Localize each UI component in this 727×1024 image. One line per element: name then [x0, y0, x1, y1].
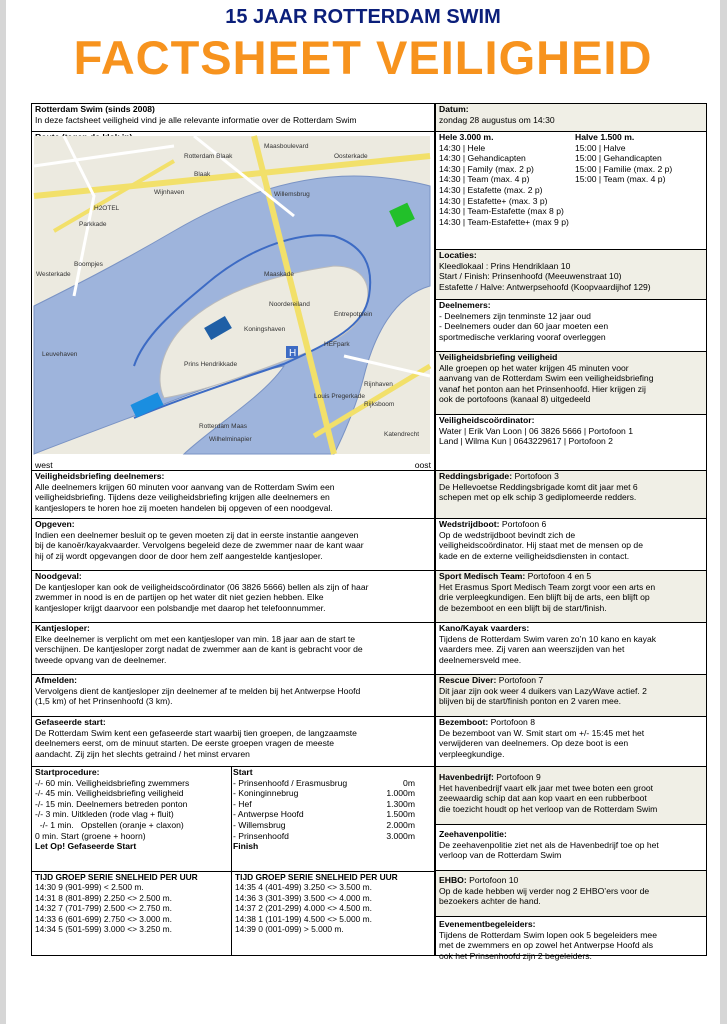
course-finish-title: Finish: [233, 841, 259, 852]
schedule-row: 14:30 | Gehandicapten: [439, 153, 526, 164]
schedule-row: 14:30 | Hele: [439, 142, 486, 153]
gefaseerde-start-block: [32, 717, 434, 767]
rescue-diver-block: [436, 675, 706, 717]
schedule-hele: [439, 132, 574, 227]
map-label: Entrepotplein: [334, 311, 373, 318]
start-groups-header: TIJD GROEP SERIE SNELHEID PER UUR: [35, 872, 198, 882]
havenbedrijf-channel: Portofoon 9: [493, 772, 541, 782]
factsheet-title: FACTSHEET VEILIGHEID: [73, 31, 653, 84]
start-group-row: 14:36 3 (301-399) 3.500 <> 4.000 m.: [235, 892, 372, 903]
gefaseerde-line: aandacht. Zij zijn het slechts getraind / het minst ervaren: [35, 748, 250, 759]
route-map: [34, 136, 430, 454]
coordinator-line: Land | Wilma Kun | 0643229617 | Portofoon 2: [439, 436, 613, 447]
afmelden-line: (1,5 km) of het Prinsenhoofd (3 km).: [35, 696, 173, 707]
course-item: - Hef 1.300m: [233, 798, 415, 809]
right-column: [435, 103, 707, 961]
map-label: Maasboulevard: [264, 143, 309, 150]
block-line: verloop van de Rotterdam Swim: [439, 850, 562, 861]
intro-title: Rotterdam Swim (sinds 2008): [35, 104, 155, 114]
block-line: schepen met op elk schip 3 gediplomeerde redders.: [439, 492, 637, 503]
briefing-line: kantjeslopers te horen hoe zij moeten handelen bij opgeven of een noodgeval.: [35, 502, 333, 513]
start-group-row: 14:30 9 (901-999) < 2.500 m.: [35, 882, 144, 893]
map-label: Rotterdam Blaak: [184, 153, 233, 160]
startprocedure-title: Startprocedure:: [35, 767, 100, 777]
map-label: Rotterdam Maas: [199, 423, 248, 430]
factsheet-page: [6, 0, 720, 1024]
noodgeval-line: kantjesloper krijgt daarvoor een polsbandje met daarop het telefoonnummer.: [35, 602, 326, 613]
schedule-row: 15:00 | Team (max. 4 p): [575, 174, 666, 185]
map-label: Willemsbrug: [274, 191, 310, 198]
start-group-row: 14:33 6 (601-699) 2.750 <> 3.000 m.: [35, 913, 172, 924]
start-group-row: 14:38 1 (101-199) 4.500 <> 5.000 m.: [235, 913, 372, 924]
left-column: [31, 103, 435, 956]
start-group-row: 14:34 5 (501-599) 3.000 <> 3.250 m.: [35, 924, 172, 935]
intro-block: [32, 104, 434, 132]
startprocedure-line: 0 min. Start (groene + hoorn): [35, 830, 146, 841]
kantjesloper-line: verschijnen. De kantjesloper zorgt nadat de zwemmer aan de kant is gebracht voor de: [35, 644, 363, 655]
schedule-halve: [575, 132, 705, 185]
bezemboot-title: Bezemboot:: [439, 717, 489, 727]
afmelden-block: [32, 675, 434, 717]
map-label: Koningshaven: [244, 326, 286, 333]
schedule-row: 15:00 | Familie (max. 2 p): [575, 163, 673, 174]
deelnemers-line: - Deelnemers ouder dan 60 jaar moeten een: [439, 321, 609, 332]
course-item: - Koninginnebrug 1.000m: [233, 788, 415, 799]
kantjesloper-title: Kantjesloper:: [35, 623, 90, 633]
schedule-row: 14:30 | Estafette (max. 2 p): [439, 184, 543, 195]
map-label: Prins Hendrikkade: [184, 361, 238, 368]
block-line: vaarders mee. Zij varen aan weerszijden van het: [439, 644, 625, 655]
ehbo-title: EHBO:: [439, 875, 467, 885]
locaties-title: Locaties:: [439, 250, 477, 260]
locatie-line: Kleedlokaal : Prins Hendriklaan 10: [439, 260, 571, 271]
opgeven-block: [32, 519, 434, 571]
vbriefing-line: Alle groepen op het water krijgen 45 minuten voor: [439, 362, 629, 373]
block-line: De zeehavenpolitie ziet net als de Havenbedrijf toe op het: [439, 839, 659, 850]
block-line: bezoekers achter de hand.: [439, 896, 541, 907]
sport-medisch-title: Sport Medisch Team:: [439, 571, 526, 581]
start-groups-header: TIJD GROEP SERIE SNELHEID PER UUR: [235, 872, 398, 882]
block-line: kade en de externe veiligheidsdiensten in contact.: [439, 550, 630, 561]
course-item: - Prinsenhoofd / Erasmusbrug 0m: [233, 777, 415, 788]
noodgeval-line: zwemmer in nood is en de partijen op het water dit niet gezien hebben. Elke: [35, 592, 324, 603]
block-line: Het Erasmus Sport Medisch Team zorgt voor een arts en: [439, 581, 656, 592]
kantjesloper-line: Elke deelnemer is verplicht om met een kantjesloper van min. 18 jaar aan de start te: [35, 633, 356, 644]
zeehavenpolitie-block: [436, 825, 706, 871]
block-line: Tijdens de Rotterdam Swim varen zo’n 10 kano en kayak: [439, 633, 657, 644]
kano-title: Kano/Kayak vaarders:: [439, 623, 530, 633]
schedule-halve-title: Halve 1.500 m.: [575, 132, 635, 142]
block-line: Het havenbedrijf vaart elk jaar met twee boten een groot: [439, 782, 654, 793]
start-groups-right: [235, 872, 430, 934]
block-line: De bezemboot van W. Smit start om +/- 15:45 met het: [439, 727, 645, 738]
schedule-row: 14:30 | Family (max. 2 p): [439, 163, 534, 174]
zeehavenpolitie-title: Zeehavenpolitie:: [439, 829, 507, 839]
start-group-row: 14:37 2 (201-299) 4.000 <> 4.500 m.: [235, 903, 372, 914]
map-label: Parkkade: [79, 221, 107, 228]
reddingsbrigade-block: [436, 471, 706, 519]
block-line: Dit jaar zijn ook weer 4 duikers van LazyWave actief. 2: [439, 685, 647, 696]
block-line: de bezemboot en een blijft bij de start/finish.: [439, 602, 607, 613]
start-group-row: 14:32 7 (701-799) 2.500 <> 2.750 m.: [35, 903, 172, 914]
datum-title: Datum:: [439, 104, 469, 114]
schedule-block: [436, 132, 706, 250]
schedule-hele-title: Hele 3.000 m.: [439, 132, 494, 142]
noodgeval-title: Noodgeval:: [35, 571, 82, 581]
datum-text: zondag 28 augustus om 14:30: [439, 114, 555, 125]
havenbedrijf-title: Havenbedrijf:: [439, 772, 494, 782]
schedule-row: 14:30 | Team-Estafette (max 8 p): [439, 206, 564, 217]
bezemboot-channel: Portofoon 8: [488, 717, 536, 727]
block-line: Op de kade hebben wij verder nog 2 EHBO’ers voor de: [439, 885, 650, 896]
map-label: Blaak: [194, 171, 211, 178]
afmelden-title: Afmelden:: [35, 675, 78, 685]
wedstrijdboot-channel: Portofoon 6: [499, 519, 547, 529]
block-line: Tijdens de Rotterdam Swim lopen ook 5 begeleiders mee: [439, 929, 657, 940]
vbriefing-block: [436, 352, 706, 415]
map-label: Rijnhaven: [364, 381, 393, 388]
opgeven-line: Indien een deelnemer besluit op te geven moeten zij dat in eerste instantie aangeven: [35, 529, 359, 540]
intro-text: In deze factsheet veiligheid vind je alle relevante informatie over de Rotterdam Swim: [35, 114, 357, 125]
course-item: - Prinsenhoofd 3.000m: [233, 830, 415, 841]
map-label: Maaskade: [264, 271, 294, 278]
map-label: HEFpark: [324, 341, 350, 348]
block-line: verpleegkundige.: [439, 748, 505, 759]
block-line: zeewaardig schip dat aan kop vaart en een rubberboot: [439, 793, 647, 804]
startprocedure-list: [35, 767, 230, 852]
noodgeval-block: [32, 571, 434, 623]
afmelden-line: Vervolgens dient de kantjesloper zijn deelnemer af te melden bij het Antwerpse Hoofd: [35, 685, 361, 696]
briefing-line: Alle deelnemers krijgen 60 minuten voor aanvang van de Rotterdam Swim een: [35, 481, 335, 492]
deelnemers-block: [436, 300, 706, 352]
svg-text:H: H: [289, 348, 297, 359]
course-start-title: Start: [233, 767, 253, 777]
block-line: die toezicht houdt op het verloop van de Rotterdam Swim: [439, 803, 658, 814]
map-label: Boompjes: [74, 261, 103, 268]
rescue-diver-title: Rescue Diver:: [439, 675, 497, 685]
briefing-deelnemers-title: Veiligheidsbriefing deelnemers:: [35, 471, 165, 481]
locaties-block: [436, 250, 706, 300]
block-line: met de zwemmers en op zowel het Antwerpse Hoofd als: [439, 940, 653, 951]
opgeven-title: Opgeven:: [35, 519, 75, 529]
locatie-line: Start / Finish: Prinsenhoofd (Meeuwenstraat 10): [439, 271, 622, 282]
map-label: Wilhelminapier: [209, 436, 252, 443]
startprocedure-line: -/- 15 min. Deelnemers betreden ponton: [35, 798, 188, 809]
opgeven-line: bij de kanoër/kayakvaarder. Vervolgens begeleid deze de zwemmer naar de kant waar: [35, 540, 364, 551]
reddingsbrigade-channel: Portofoon 3: [512, 471, 559, 481]
vbriefing-line: aanvang van de Rotterdam Swim een veiligheidsbriefing: [439, 373, 654, 384]
briefing-deelnemers-block: [32, 471, 434, 519]
evenementbegeleiders-title: Evenementbegeleiders:: [439, 919, 536, 929]
gefaseerde-line: De Rotterdam Swim kent een gefaseerde start waarbij tien groepen, de langzaamste: [35, 727, 357, 738]
gefaseerde-line: deelnemers eerst, om de minuut starten. De eerste groepen vragen de meeste: [35, 738, 335, 749]
kano-block: [436, 623, 706, 675]
startprocedure-line: -/- 1 min. Opstellen (oranje + claxon): [35, 819, 184, 830]
noodgeval-line: De kantjesloper kan ook de veiligheidscoördinator (06 3826 5666) bellen als zijn of haar: [35, 581, 369, 592]
bezemboot-block: [436, 717, 706, 767]
schedule-row: 15:00 | Halve: [575, 142, 626, 153]
datum-block: [436, 104, 706, 132]
map-oost-label: oost: [414, 460, 431, 470]
briefing-line: veiligheidsbriefing. Tijdens deze veiligheidsbriefing krijgen alle deelnemers en: [35, 492, 330, 503]
vbriefing-title: Veiligheidsbriefing veiligheid: [439, 352, 558, 362]
event-title: 15 JAAR ROTTERDAM SWIM: [225, 6, 501, 28]
ehbo-block: [436, 871, 706, 917]
block-line: blijven bij de start/finish ponton en 2 varen mee.: [439, 696, 622, 707]
block-line: ook het Prinsenhoofd zijn 2 begeleiders.: [439, 950, 592, 961]
startprocedure-block: [32, 767, 434, 872]
schedule-row: 14:30 | Team-Estafette+ (max 9 p): [439, 216, 569, 227]
coordinator-title: Veiligheidscoördinator:: [439, 415, 535, 425]
startprocedure-line: -/- 60 min. Veiligheidsbriefing zwemmers: [35, 777, 190, 788]
map-label: Oosterkade: [334, 153, 368, 160]
kantjesloper-block: [32, 623, 434, 675]
evenementbegeleiders-block: [436, 917, 706, 961]
startprocedure-line: -/- 3 min. Uitkleden (rode vlag + fluit): [35, 809, 174, 820]
locatie-line: Estafette / Halve: Antwerpsehoofd (Koopvaardijhof 129): [439, 281, 651, 292]
vbriefing-line: ook de portofoons (kanaal 8) uitgedeeld: [439, 394, 591, 405]
wedstrijdboot-title: Wedstrijdboot:: [439, 519, 500, 529]
map-label: Leuvehaven: [42, 351, 78, 358]
reddingsbrigade-title: Reddingsbrigade:: [439, 471, 513, 481]
map-label: Noordereiland: [269, 301, 310, 308]
coordinator-block: [436, 415, 706, 471]
block-line: deelnemersveld mee.: [439, 654, 522, 665]
startprocedure-footer: Let Op! Gefaseerde Start: [35, 841, 137, 852]
deelnemers-line: - Deelnemers zijn tenminste 12 jaar oud: [439, 310, 591, 321]
gefaseerde-start-title: Gefaseerde start:: [35, 717, 106, 727]
kantjesloper-line: tweede opvang van de deelnemer.: [35, 654, 167, 665]
schedule-row: 14:30 | Estafette+ (max. 3 p): [439, 195, 548, 206]
block-line: veiligheidscoördinator. Hij staat met de mensen op de: [439, 540, 643, 551]
schedule-row: 14:30 | Team (max. 4 p): [439, 174, 530, 185]
vbriefing-line: vanaf het ponton aan het Prinsenhoofd. Hier krijgen zij: [439, 383, 646, 394]
sport-medisch-block: [436, 571, 706, 623]
start-group-row: 14:31 8 (801-899) 2.250 <> 2.500 m.: [35, 892, 172, 903]
course-list: [233, 767, 421, 852]
start-groups-left: [35, 872, 230, 934]
start-group-row: 14:35 4 (401-499) 3.250 <> 3.500 m.: [235, 882, 372, 893]
route-map-svg: [34, 136, 430, 454]
deelnemers-title: Deelnemers:: [439, 300, 491, 310]
deelnemers-line: sportmedische verklaring vooraf overleggen: [439, 331, 606, 342]
map-label: H2OTEL: [94, 205, 120, 212]
course-item: - Willemsbrug 2.000m: [233, 819, 415, 830]
havenbedrijf-block: [436, 767, 706, 825]
opgeven-line: hij of zij wordt opgevangen door de door hem zelf aangestelde kantjesloper.: [35, 550, 323, 561]
map-label: Rijksboom: [364, 401, 395, 408]
coordinator-line: Water | Erik Van Loon | 06 3826 5666 | Portofoon 1: [439, 425, 633, 436]
block-line: verwijderen van deelnemers. Op deze boot is een: [439, 738, 629, 749]
rescue-diver-channel: Portofoon 7: [496, 675, 544, 685]
map-label: Louis Pregerkade: [314, 393, 365, 400]
schedule-row: 15:00 | Gehandicapten: [575, 153, 662, 164]
startprocedure-line: -/- 45 min. Veiligheidsbriefing veiligheid: [35, 788, 184, 799]
map-west-label: west: [35, 460, 53, 470]
map-label: Katendrecht: [384, 431, 420, 438]
sport-medisch-channel: Portofoon 4 en 5: [525, 571, 592, 581]
start-groups-table: [32, 871, 434, 955]
block-line: Op de wedstrijdboot bevindt zich de: [439, 529, 576, 540]
map-label: Westerkade: [36, 271, 71, 278]
ehbo-channel: Portofoon 10: [466, 875, 519, 885]
wedstrijdboot-block: [436, 519, 706, 571]
course-item: - Antwerpse Hoofd 1.500m: [233, 809, 415, 820]
block-line: drie verpleegkundigen. Een blijft bij de arts, een blijft op: [439, 592, 650, 603]
block-line: De Hellevoetse Reddingsbrigade komt dit jaar met 6: [439, 481, 638, 492]
map-label: Wijnhaven: [154, 189, 185, 196]
start-group-row: 14:39 0 (001-099) > 5.000 m.: [235, 924, 344, 935]
